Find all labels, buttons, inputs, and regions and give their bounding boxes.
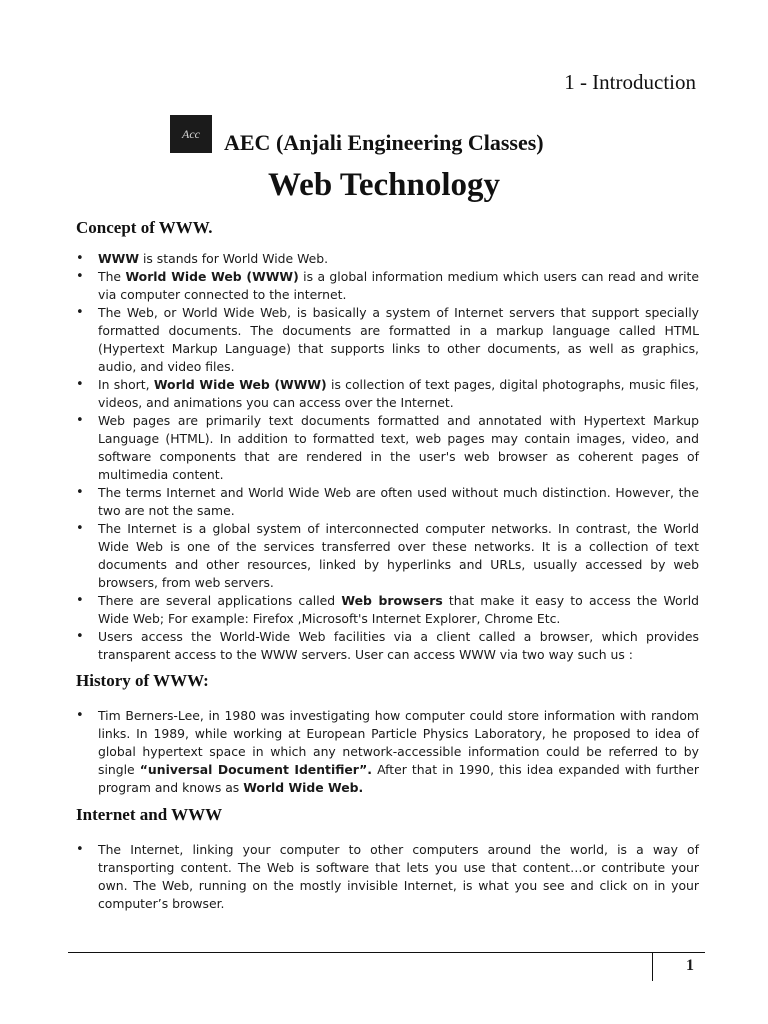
section-heading-history: History of WWW:	[76, 671, 209, 690]
brand-name: AEC (Anjali Engineering Classes)	[224, 130, 544, 155]
list-item: • The terms Internet and World Wide Web are often used without much distinction. However, the two are not the same.	[76, 484, 699, 520]
aec-logo	[170, 115, 212, 153]
list-item: • The Internet is a global system of interconnected computer networks. In contrast, the World Wide Web is one of the services transferred over these networks. It is a collection of text documents and other resources, linked by hyperlinks and URLs, usually accessed by web browsers, from web servers.	[76, 520, 699, 592]
concept-list	[76, 250, 699, 664]
footer-divider	[652, 953, 653, 981]
list-item: • The Internet, linking your computer to other computers around the world, is a way of transporting content. The Web is software that lets you use that content…or contribute your own. The Web, running on the mostly invisible Internet, is what you see and click on in your computer’s browser.	[76, 841, 699, 913]
page-number: 1	[686, 957, 694, 974]
list-item: • WWW is stands for World Wide Web.	[76, 250, 699, 268]
list-item: • Tim Berners-Lee, in 1980 was investigating how computer could store information with random links. In 1989, while working at European Particle Physics Laboratory, he proposed to idea of global hypertext space in which any network-accessible information could be referred to by single “universal Document Identifier”. After that in 1990, this idea expanded with further program and knows as World Wide Web.	[76, 707, 699, 797]
list-item: • In short, World Wide Web (WWW) is collection of text pages, digital photographs, music files, videos, and animations you can access over the Internet.	[76, 376, 699, 412]
list-item: • The World Wide Web (WWW) is a global information medium which users can read and write via computer connected to the internet.	[76, 268, 699, 304]
list-item: • The Web, or World Wide Web, is basically a system of Internet servers that support specially formatted documents. The documents are formatted in a markup language called HTML (Hypertext Markup Language) that supports links to other documents, as well as graphics, audio, and video files.	[76, 304, 699, 376]
document-body	[76, 218, 699, 913]
document-title: Web Technology	[268, 167, 500, 203]
list-item: • There are several applications called Web browsers that make it easy to access the World Wide Web; For example: Firefox ,Microsoft's Internet Explorer, Chrome Etc.	[76, 592, 699, 628]
history-list	[76, 707, 699, 797]
footer-rule	[68, 952, 705, 953]
brand-header	[170, 112, 544, 156]
chapter-heading: 1 - Introduction	[564, 70, 696, 94]
section-heading-concept: Concept of WWW.	[76, 218, 213, 237]
list-item: • Web pages are primarily text documents formatted and annotated with Hypertext Markup Language (HTML). In addition to formatted text, web pages may contain images, video, and software components that are rendered in the user's web browser as coherent pages of multimedia content.	[76, 412, 699, 484]
logo-text: Acc	[182, 126, 200, 141]
section-heading-internet: Internet and WWW	[76, 805, 223, 824]
list-item: • Users access the World-Wide Web facilities via a client called a browser, which provides transparent access to the WWW servers. User can access WWW via two way such us :	[76, 628, 699, 664]
internet-list	[76, 841, 699, 913]
